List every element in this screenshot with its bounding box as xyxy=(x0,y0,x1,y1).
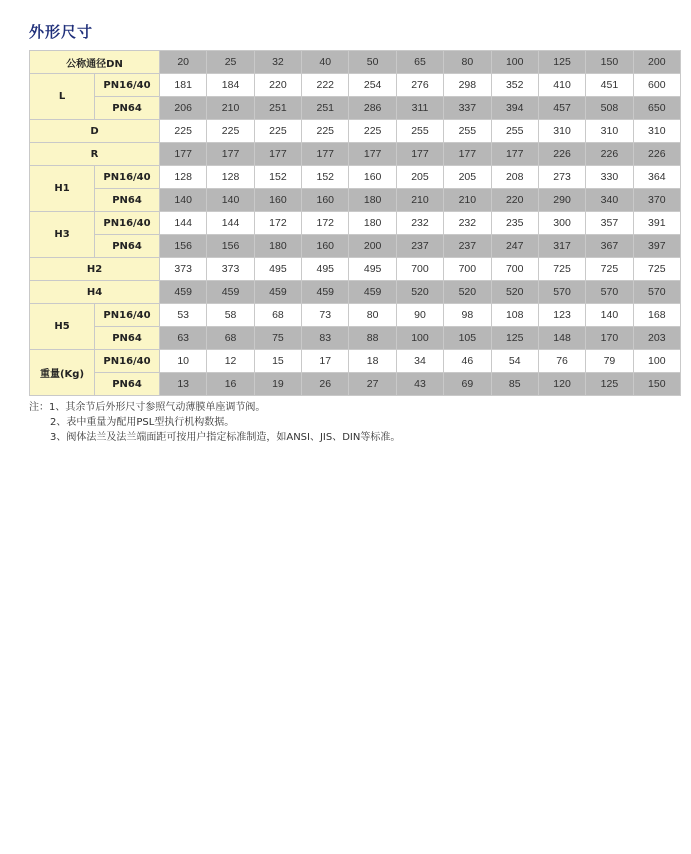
table-cell: 65 xyxy=(396,51,443,74)
table-cell: 508 xyxy=(586,97,633,120)
table-cell: 20 xyxy=(160,51,207,74)
table-cell: 68 xyxy=(207,327,254,350)
table-cell: 43 xyxy=(396,373,443,396)
table-cell: 152 xyxy=(302,166,349,189)
table-cell: 125 xyxy=(491,327,538,350)
table-cell: 451 xyxy=(586,74,633,97)
table-cell: 140 xyxy=(207,189,254,212)
table-cell: 225 xyxy=(207,120,254,143)
table-cell: 12 xyxy=(207,350,254,373)
table-cell: 160 xyxy=(302,235,349,258)
table-row-h3-pn64 xyxy=(30,235,681,258)
row-label-cell: R xyxy=(30,143,160,166)
table-cell: 251 xyxy=(302,97,349,120)
table-row-l-pn64 xyxy=(30,97,681,120)
table-cell: 140 xyxy=(160,189,207,212)
table-cell: 459 xyxy=(349,281,396,304)
table-cell: 160 xyxy=(349,166,396,189)
table-cell: 150 xyxy=(586,51,633,74)
table-cell: 570 xyxy=(586,281,633,304)
table-cell: 203 xyxy=(633,327,680,350)
table-cell: 80 xyxy=(444,51,491,74)
table-cell: 220 xyxy=(254,74,301,97)
table-cell: 276 xyxy=(396,74,443,97)
table-cell: 337 xyxy=(444,97,491,120)
table-cell: 725 xyxy=(633,258,680,281)
table-cell: 83 xyxy=(302,327,349,350)
table-cell: 181 xyxy=(160,74,207,97)
table-cell: 177 xyxy=(254,143,301,166)
row-label-cell: 重量(Kg) xyxy=(30,350,95,396)
table-cell: 310 xyxy=(633,120,680,143)
table-cell: 15 xyxy=(254,350,301,373)
table-cell: 208 xyxy=(491,166,538,189)
table-cell: 53 xyxy=(160,304,207,327)
table-cell: 210 xyxy=(396,189,443,212)
table-cell: 63 xyxy=(160,327,207,350)
pressure-label-cell: PN64 xyxy=(95,97,160,120)
table-cell: 172 xyxy=(302,212,349,235)
table-cell: 148 xyxy=(538,327,585,350)
table-cell: 128 xyxy=(160,166,207,189)
table-cell: 79 xyxy=(586,350,633,373)
table-cell: 32 xyxy=(254,51,301,74)
table-cell: 58 xyxy=(207,304,254,327)
table-cell: 170 xyxy=(586,327,633,350)
table-cell: 225 xyxy=(160,120,207,143)
table-cell: 177 xyxy=(349,143,396,166)
table-cell: 237 xyxy=(396,235,443,258)
table-cell: 144 xyxy=(207,212,254,235)
table-cell: 16 xyxy=(207,373,254,396)
table-cell: 108 xyxy=(491,304,538,327)
table-row-h3-pn1640 xyxy=(30,212,681,235)
row-label-cell: H3 xyxy=(30,212,95,258)
pressure-label-cell: PN16/40 xyxy=(95,304,160,327)
table-cell: 254 xyxy=(349,74,396,97)
table-row-dn xyxy=(30,51,681,74)
table-cell: 394 xyxy=(491,97,538,120)
table-cell: 105 xyxy=(444,327,491,350)
pressure-label-cell: PN64 xyxy=(95,189,160,212)
table-cell: 520 xyxy=(444,281,491,304)
table-row-l-pn1640 xyxy=(30,74,681,97)
table-cell: 310 xyxy=(586,120,633,143)
table-cell: 290 xyxy=(538,189,585,212)
table-cell: 100 xyxy=(491,51,538,74)
table-cell: 205 xyxy=(396,166,443,189)
pressure-label-cell: PN64 xyxy=(95,235,160,258)
table-cell: 330 xyxy=(586,166,633,189)
page-title: 外形尺寸 xyxy=(29,23,94,41)
table-row-weight-pn1640 xyxy=(30,350,681,373)
table-cell: 235 xyxy=(491,212,538,235)
table-cell: 237 xyxy=(444,235,491,258)
table-cell: 98 xyxy=(444,304,491,327)
table-cell: 255 xyxy=(396,120,443,143)
table-row-r xyxy=(30,143,681,166)
table-cell: 225 xyxy=(349,120,396,143)
table-cell: 180 xyxy=(349,212,396,235)
row-label-cell: H4 xyxy=(30,281,160,304)
table-cell: 300 xyxy=(538,212,585,235)
header-label-cell: 公称通径DN xyxy=(30,51,160,74)
pressure-label-cell: PN64 xyxy=(95,373,160,396)
row-label-cell: H5 xyxy=(30,304,95,350)
dimension-table xyxy=(29,50,681,396)
table-cell: 310 xyxy=(538,120,585,143)
table-cell: 180 xyxy=(254,235,301,258)
table-cell: 206 xyxy=(160,97,207,120)
table-row-h5-pn64 xyxy=(30,327,681,350)
table-cell: 210 xyxy=(207,97,254,120)
table-cell: 34 xyxy=(396,350,443,373)
table-cell: 226 xyxy=(538,143,585,166)
table-cell: 700 xyxy=(444,258,491,281)
table-cell: 232 xyxy=(444,212,491,235)
table-cell: 100 xyxy=(396,327,443,350)
table-cell: 26 xyxy=(302,373,349,396)
table-cell: 27 xyxy=(349,373,396,396)
table-cell: 177 xyxy=(207,143,254,166)
table-cell: 255 xyxy=(491,120,538,143)
table-cell: 19 xyxy=(254,373,301,396)
table-cell: 200 xyxy=(633,51,680,74)
table-cell: 150 xyxy=(633,373,680,396)
table-cell: 177 xyxy=(160,143,207,166)
table-cell: 125 xyxy=(586,373,633,396)
table-cell: 25 xyxy=(207,51,254,74)
table-cell: 160 xyxy=(254,189,301,212)
table-cell: 17 xyxy=(302,350,349,373)
table-cell: 357 xyxy=(586,212,633,235)
table-cell: 495 xyxy=(254,258,301,281)
table-cell: 459 xyxy=(254,281,301,304)
table-cell: 397 xyxy=(633,235,680,258)
notes xyxy=(29,400,400,445)
row-label-cell: D xyxy=(30,120,160,143)
table-cell: 311 xyxy=(396,97,443,120)
table-cell: 75 xyxy=(254,327,301,350)
table-cell: 85 xyxy=(491,373,538,396)
table-cell: 570 xyxy=(633,281,680,304)
table-cell: 205 xyxy=(444,166,491,189)
table-cell: 495 xyxy=(349,258,396,281)
table-cell: 226 xyxy=(633,143,680,166)
pressure-label-cell: PN16/40 xyxy=(95,166,160,189)
table-cell: 364 xyxy=(633,166,680,189)
table-row-h2 xyxy=(30,258,681,281)
pressure-label-cell: PN64 xyxy=(95,327,160,350)
table-cell: 370 xyxy=(633,189,680,212)
table-cell: 459 xyxy=(160,281,207,304)
table-row-d xyxy=(30,120,681,143)
table-cell: 50 xyxy=(349,51,396,74)
table-cell: 13 xyxy=(160,373,207,396)
table-cell: 177 xyxy=(396,143,443,166)
row-label-cell: L xyxy=(30,74,95,120)
table-cell: 222 xyxy=(302,74,349,97)
table-cell: 18 xyxy=(349,350,396,373)
table-cell: 459 xyxy=(207,281,254,304)
row-label-cell: H1 xyxy=(30,166,95,212)
table-cell: 317 xyxy=(538,235,585,258)
table-cell: 128 xyxy=(207,166,254,189)
table-cell: 177 xyxy=(444,143,491,166)
table-cell: 391 xyxy=(633,212,680,235)
table-cell: 700 xyxy=(396,258,443,281)
table-cell: 100 xyxy=(633,350,680,373)
table-cell: 40 xyxy=(302,51,349,74)
table-cell: 457 xyxy=(538,97,585,120)
table-row-h5-pn1640 xyxy=(30,304,681,327)
note-line: 3、阀体法兰及法兰端面距可按用户指定标准制造，如ANSI、JIS、DIN等标准。 xyxy=(50,432,401,443)
table-cell: 210 xyxy=(444,189,491,212)
pressure-label-cell: PN16/40 xyxy=(95,350,160,373)
table-cell: 495 xyxy=(302,258,349,281)
table-cell: 73 xyxy=(302,304,349,327)
table-cell: 140 xyxy=(586,304,633,327)
table-cell: 340 xyxy=(586,189,633,212)
table-cell: 520 xyxy=(491,281,538,304)
table-cell: 123 xyxy=(538,304,585,327)
table-row-h1-pn64 xyxy=(30,189,681,212)
table-cell: 600 xyxy=(633,74,680,97)
table-cell: 410 xyxy=(538,74,585,97)
table-cell: 156 xyxy=(160,235,207,258)
table-cell: 69 xyxy=(444,373,491,396)
table-cell: 255 xyxy=(444,120,491,143)
table-cell: 373 xyxy=(207,258,254,281)
table-cell: 247 xyxy=(491,235,538,258)
table-cell: 459 xyxy=(302,281,349,304)
table-cell: 172 xyxy=(254,212,301,235)
table-cell: 54 xyxy=(491,350,538,373)
table-cell: 220 xyxy=(491,189,538,212)
table-cell: 225 xyxy=(254,120,301,143)
table-cell: 273 xyxy=(538,166,585,189)
table-cell: 570 xyxy=(538,281,585,304)
table-cell: 125 xyxy=(538,51,585,74)
table-cell: 725 xyxy=(586,258,633,281)
table-cell: 286 xyxy=(349,97,396,120)
table-cell: 650 xyxy=(633,97,680,120)
table-cell: 76 xyxy=(538,350,585,373)
pressure-label-cell: PN16/40 xyxy=(95,74,160,97)
table-cell: 88 xyxy=(349,327,396,350)
table-row-weight-pn64 xyxy=(30,373,681,396)
table-cell: 520 xyxy=(396,281,443,304)
table-cell: 144 xyxy=(160,212,207,235)
table-cell: 46 xyxy=(444,350,491,373)
table-cell: 225 xyxy=(302,120,349,143)
table-cell: 298 xyxy=(444,74,491,97)
table-cell: 367 xyxy=(586,235,633,258)
table-cell: 180 xyxy=(349,189,396,212)
table-cell: 120 xyxy=(538,373,585,396)
table-cell: 80 xyxy=(349,304,396,327)
table-cell: 184 xyxy=(207,74,254,97)
table-cell: 160 xyxy=(302,189,349,212)
note-line: 注：1、其余节后外形尺寸参照气动薄膜单座调节阀。 xyxy=(29,402,266,413)
table-cell: 725 xyxy=(538,258,585,281)
table-cell: 90 xyxy=(396,304,443,327)
table-row-h1-pn1640 xyxy=(30,166,681,189)
table-cell: 10 xyxy=(160,350,207,373)
dimension-table-body xyxy=(30,51,681,396)
table-cell: 68 xyxy=(254,304,301,327)
table-cell: 232 xyxy=(396,212,443,235)
note-line: 2、表中重量为配用PSL型执行机构数据。 xyxy=(50,417,235,428)
table-cell: 200 xyxy=(349,235,396,258)
table-cell: 177 xyxy=(491,143,538,166)
table-cell: 352 xyxy=(491,74,538,97)
table-cell: 177 xyxy=(302,143,349,166)
table-cell: 251 xyxy=(254,97,301,120)
table-cell: 373 xyxy=(160,258,207,281)
table-cell: 168 xyxy=(633,304,680,327)
table-row-h4 xyxy=(30,281,681,304)
table-cell: 156 xyxy=(207,235,254,258)
pressure-label-cell: PN16/40 xyxy=(95,212,160,235)
table-cell: 226 xyxy=(586,143,633,166)
table-cell: 700 xyxy=(491,258,538,281)
row-label-cell: H2 xyxy=(30,258,160,281)
table-cell: 152 xyxy=(254,166,301,189)
